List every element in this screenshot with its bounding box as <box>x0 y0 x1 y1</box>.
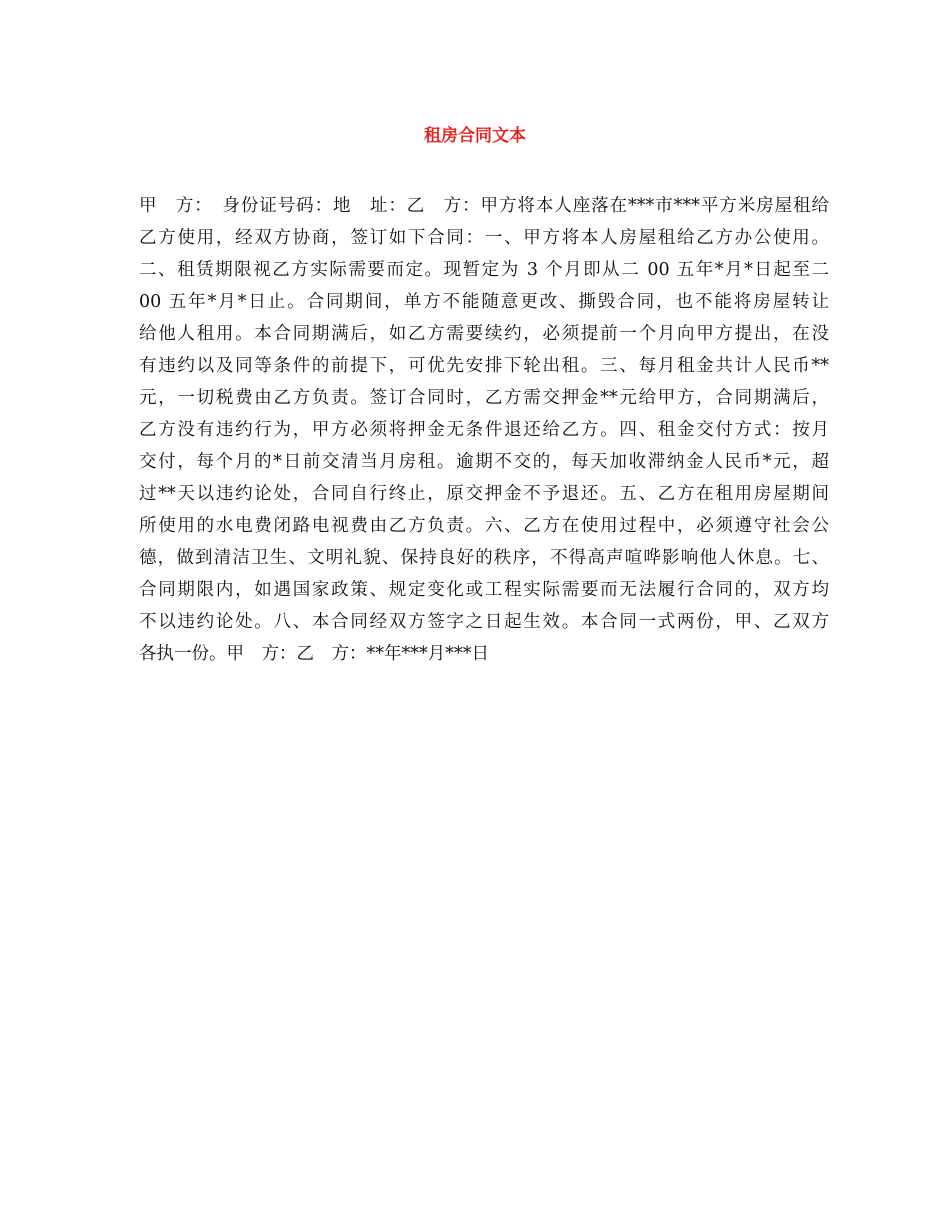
body-line: 德，做到清洁卫生、文明礼貌、保持良好的秩序，不得高声喧哗影响他人休息。七、 <box>139 548 829 568</box>
body-line: 元，一切税费由乙方负责。签订合同时，乙方需交押金**元给甲方，合同期满后， <box>139 388 829 408</box>
body-line: 有违约以及同等条件的前提下，可优先安排下轮出租。三、每月租金共计人民币** <box>139 356 829 376</box>
body-line: 乙方没有违约行为，甲方必须将押金无条件退还给乙方。四、租金交付方式：按月 <box>139 420 829 440</box>
body-line: 给他人租用。本合同期满后，如乙方需要续约，必须提前一个月向甲方提出，在没 <box>139 324 829 344</box>
body-line: 二、租赁期限视乙方实际需要而定。现暂定为 3 个月即从二 00 五年*月*日起至二 <box>139 260 829 280</box>
body-line: 甲 方： 身份证号码：地 址：乙 方：甲方将本人座落在***市***平方米房屋租给 <box>139 196 829 216</box>
contract-body <box>139 190 829 670</box>
body-line: 各执一份。甲 方：乙 方：**年***月***日 <box>139 644 489 664</box>
body-line: 00 五年*月*日止。合同期间，单方不能随意更改、撕毁合同，也不能将房屋转让 <box>139 292 829 312</box>
body-line: 过**天以违约论处，合同自行终止，原交押金不予退还。五、乙方在租用房屋期间 <box>139 484 829 504</box>
body-line: 所使用的水电费闭路电视费由乙方负责。六、乙方在使用过程中，必须遵守社会公 <box>139 516 829 536</box>
document-title: 租房合同文本 <box>424 126 526 146</box>
body-line: 合同期限内，如遇国家政策、规定变化或工程实际需要而无法履行合同的，双方均 <box>139 580 829 600</box>
body-line: 不以违约论处。八、本合同经双方签字之日起生效。本合同一式两份，甲、乙双方 <box>139 612 829 632</box>
body-line: 乙方使用，经双方协商，签订如下合同：一、甲方将本人房屋租给乙方办公使用。 <box>139 228 829 248</box>
body-line: 交付，每个月的*日前交清当月房租。逾期不交的，每天加收滞纳金人民币*元，超 <box>139 452 829 472</box>
